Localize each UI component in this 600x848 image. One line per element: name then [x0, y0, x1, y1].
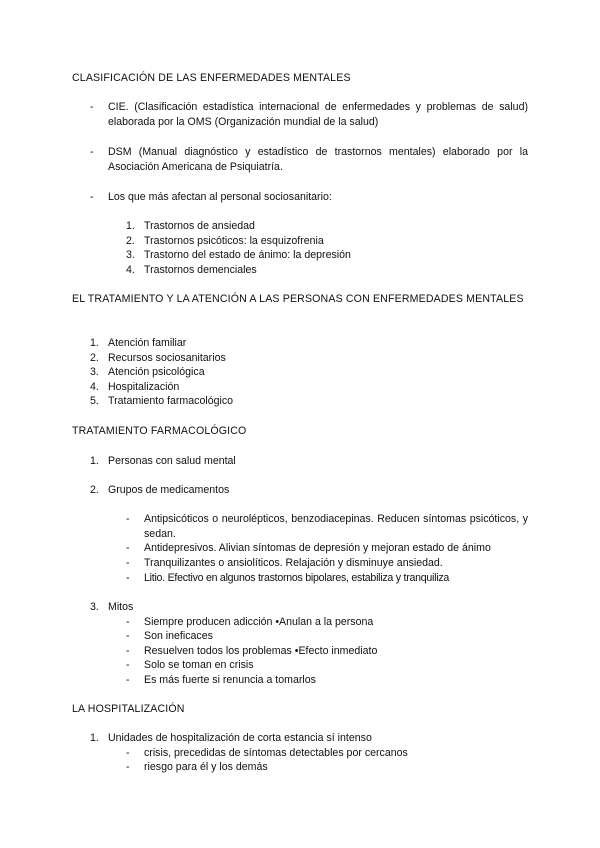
number-marker: 1. — [90, 732, 99, 744]
item-text: Unidades de hospitalización de corta estancia sí intenso — [108, 732, 372, 744]
item-text: Recursos sociosanitarios — [108, 352, 226, 364]
list-item — [0, 629, 600, 644]
bullet-text: DSM (Manual diagnóstico y estadístico de trastornos mentales) elaborado por la Asociación Americana de Psiquiatría. — [108, 146, 528, 173]
bullet-text: Litio. Efectivo en algunos trastornos bipolares, estabiliza y tranquiliza — [144, 572, 450, 584]
bullet-text: Solo se toman en crisis — [144, 659, 254, 671]
number-marker: 1. — [90, 455, 99, 467]
bullet-text: Son ineficaces — [144, 630, 213, 642]
bullet-text: crisis, precedidas de síntomas detectables por cercanos — [144, 747, 408, 759]
list-item — [0, 351, 600, 366]
list-item — [0, 746, 600, 761]
bullet-marker: - — [126, 513, 130, 525]
list-item — [0, 658, 600, 673]
number-marker: 5. — [90, 395, 99, 407]
bullet-marker: - — [126, 761, 130, 773]
item-text: Trastornos psicóticos: la esquizofrenia — [144, 235, 324, 247]
bullet-text: Resuelven todos los problemas •Efecto inmediato — [144, 645, 378, 657]
bullet-marker: - — [126, 616, 130, 628]
bullet-marker: - — [126, 645, 130, 657]
bullet-marker: - — [126, 557, 130, 569]
item-text: Trastorno del estado de ánimo: la depresión — [144, 249, 351, 261]
list-item — [0, 571, 600, 586]
list-item — [0, 336, 600, 351]
number-marker: 3. — [90, 366, 99, 378]
item-text: Tratamiento farmacológico — [108, 395, 234, 407]
list-item — [0, 190, 600, 205]
item-text: Grupos de medicamentos — [108, 484, 230, 496]
item-text: Mitos — [108, 601, 134, 613]
list-item — [0, 234, 600, 249]
number-marker: 2. — [126, 235, 135, 247]
number-marker: 1. — [90, 337, 99, 349]
heading-clasificacion: CLASIFICACIÓN DE LAS ENFERMEDADES MENTALES — [72, 72, 351, 84]
list-item — [0, 483, 600, 498]
list-item — [0, 615, 600, 630]
list-item — [0, 394, 600, 409]
number-marker: 2. — [90, 484, 99, 496]
list-item — [0, 760, 600, 775]
bullet-text: Siempre producen adicción •Anulan a la persona — [144, 616, 374, 628]
bullet-text: Antipsicóticos o neurolépticos, benzodiacepinas. Reducen síntomas psicóticos, y sedan. — [144, 513, 528, 540]
list-item — [0, 673, 600, 688]
bullet-text: riesgo para él y los demás — [144, 761, 268, 773]
heading-tratamiento-farmacologico: TRATAMIENTO FARMACOLÓGICO — [72, 425, 247, 437]
bullet-marker: - — [126, 572, 130, 584]
bullet-text: CIE. (Clasificación estadística internacional de enfermedades y problemas de salud) elaborada por la OMS (Organización mundial de la salud) — [108, 101, 528, 128]
list-item — [0, 454, 600, 469]
list-item — [0, 263, 600, 278]
bullet-marker: - — [90, 191, 94, 203]
list-item — [0, 512, 600, 542]
list-item — [0, 380, 600, 395]
list-item — [0, 556, 600, 571]
bullet-text: Tranquilizantes o ansiolíticos. Relajación y disminuye ansiedad. — [144, 557, 443, 569]
list-item — [0, 100, 600, 130]
bullet-text: Antidepresivos. Alivian síntomas de depresión y mejoran estado de ánimo — [144, 542, 491, 554]
heading-tratamiento-atencion: EL TRATAMIENTO Y LA ATENCIÓN A LAS PERSONAS CON ENFERMEDADES MENTALES — [72, 293, 524, 305]
number-marker: 4. — [90, 381, 99, 393]
bullet-marker: - — [126, 542, 130, 554]
list-item — [0, 145, 600, 175]
list-item — [0, 248, 600, 263]
list-item — [0, 644, 600, 659]
number-marker: 3. — [90, 601, 99, 613]
bullet-text: Los que más afectan al personal sociosanitario: — [108, 191, 332, 203]
item-text: Trastornos de ansiedad — [144, 220, 255, 232]
bullet-marker: - — [126, 674, 130, 686]
number-marker: 2. — [90, 352, 99, 364]
list-item — [0, 731, 600, 746]
number-marker: 4. — [126, 264, 135, 276]
list-item — [0, 541, 600, 556]
heading-hospitalizacion: LA HOSPITALIZACIÓN — [72, 703, 185, 715]
item-text: Trastornos demenciales — [144, 264, 257, 276]
bullet-marker: - — [90, 146, 94, 158]
bullet-text: Es más fuerte si renuncia a tomarlos — [144, 674, 316, 686]
number-marker: 3. — [126, 249, 135, 261]
item-text: Atención psicológica — [108, 366, 205, 378]
item-text: Hospitalización — [108, 381, 180, 393]
item-text: Personas con salud mental — [108, 455, 236, 467]
bullet-marker: - — [90, 101, 94, 113]
bullet-marker: - — [126, 747, 130, 759]
list-item — [0, 600, 600, 615]
bullet-marker: - — [126, 630, 130, 642]
item-text: Atención familiar — [108, 337, 187, 349]
number-marker: 1. — [126, 220, 135, 232]
bullet-marker: - — [126, 659, 130, 671]
list-item — [0, 365, 600, 380]
list-item — [0, 219, 600, 234]
